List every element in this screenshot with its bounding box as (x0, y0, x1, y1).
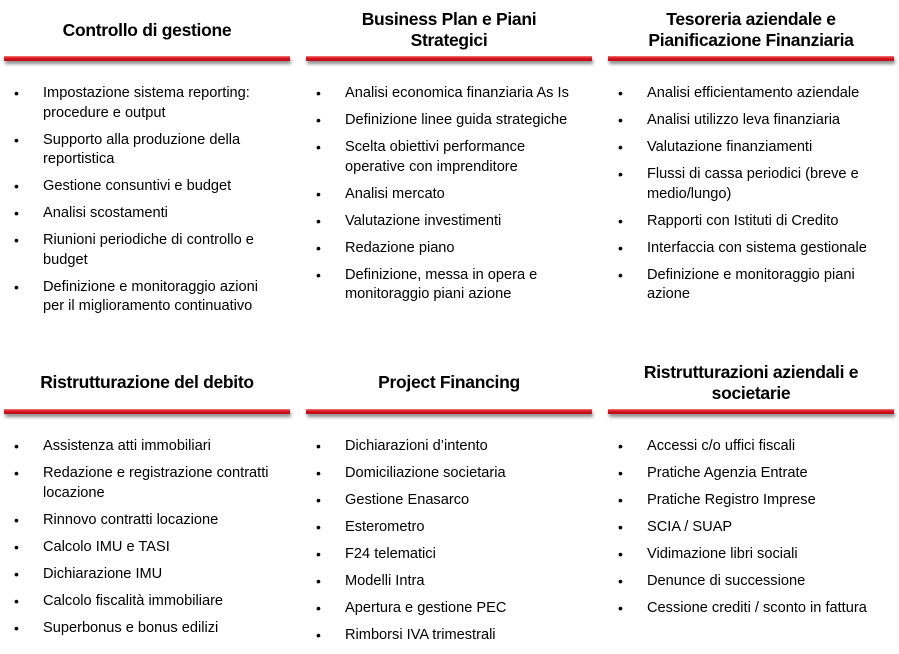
bullet-icon: • (316, 546, 321, 562)
list-item-text: Calcolo IMU e TASI (43, 538, 170, 555)
list-item-text: Modelli Intra (345, 573, 425, 589)
bullet-icon: • (618, 139, 623, 155)
list-item-text: Definizione linee guida strategiche (345, 112, 568, 128)
panel-title: Ristrutturazioni aziendali e societarie (643, 362, 859, 403)
list-item (608, 599, 894, 619)
bullet-icon: • (316, 139, 321, 155)
bullet-icon: • (316, 465, 321, 481)
bullet-icon: • (14, 205, 19, 221)
list-item (4, 511, 290, 531)
list-item (608, 212, 894, 232)
list-item-text: Pratiche Registro Imprese (647, 492, 816, 508)
list-item (306, 239, 592, 259)
list-item (4, 84, 290, 123)
bullet-icon: • (14, 538, 19, 555)
panel-title: Project Financing (378, 372, 520, 392)
list-item-text: Gestione Enasarco (345, 492, 470, 508)
list-item-text: Dichiarazione IMU (43, 565, 163, 582)
bullet-icon: • (14, 438, 19, 454)
bullet-icon: • (618, 239, 623, 256)
list-item-text: Vidimazione libri sociali (647, 546, 798, 562)
list-item-text: Esterometro (345, 519, 425, 535)
list-item-text: Definizione e monitoraggio azioni per il miglioramento continuativo (43, 278, 258, 314)
list-item-text: Analisi scostamenti (43, 205, 168, 221)
list-item (306, 185, 592, 205)
bullet-icon: • (618, 573, 623, 589)
list-item (4, 538, 290, 558)
list-item-text: Flussi di cassa periodici (breve e medio/lungo) (647, 166, 859, 202)
list-item-text: Redazione piano (345, 239, 455, 256)
list-item (306, 464, 592, 484)
bullet-icon: • (618, 546, 623, 562)
list-item (608, 464, 894, 484)
list-item-text: Redazione e registrazione contratti locazione (43, 465, 269, 501)
panel-divider (4, 56, 290, 61)
list-item-text: Valutazione investimenti (345, 212, 502, 229)
bullet-icon: • (316, 600, 321, 616)
list-item-text: Dichiarazioni d’intento (345, 438, 488, 454)
list-item-text: Valutazione finanziamenti (647, 139, 813, 155)
bullet-icon: • (618, 519, 623, 535)
list-item-text: Analisi economica finanziaria As Is (345, 85, 569, 101)
list-item (306, 437, 592, 457)
list-item-text: Rinnovo contratti locazione (43, 511, 219, 528)
panel-title: Tesoreria aziendale e Pianificazione Finanziaria (648, 9, 854, 50)
list-item (608, 437, 894, 457)
list-item (608, 165, 894, 204)
list-item (4, 619, 290, 639)
list-item-text: Analisi mercato (345, 185, 445, 202)
list-item-text: Gestione consuntivi e budget (43, 178, 232, 194)
panel-divider (608, 409, 894, 414)
list-item (306, 84, 592, 104)
list-item (306, 111, 592, 131)
list-item-text: Impostazione sistema reporting: procedure e output (43, 85, 250, 121)
list-item (4, 565, 290, 585)
panel-divider (608, 56, 894, 61)
list-item-text: SCIA / SUAP (647, 519, 733, 535)
list-item (4, 204, 290, 224)
list-item (608, 239, 894, 259)
list-item (608, 545, 894, 565)
list-item-text: Calcolo fiscalità immobiliare (43, 592, 224, 609)
panel-divider (4, 409, 290, 414)
list-item-text: Interfaccia con sistema gestionale (647, 239, 867, 256)
bullet-icon: • (316, 212, 321, 229)
list-item (4, 177, 290, 197)
list-item-text: Domiciliazione societaria (345, 465, 506, 481)
list-item (4, 592, 290, 612)
list-item-text: Analisi efficientamento aziendale (647, 85, 860, 101)
panel-list (608, 84, 894, 312)
list-item-text: Superbonus e bonus edilizi (43, 619, 219, 636)
bullet-icon: • (618, 492, 623, 508)
panel-list (4, 84, 290, 324)
list-item-text: Definizione, messa in opera e monitoraggio piani azione (345, 266, 538, 302)
panel-title: Controllo di gestione (62, 20, 232, 40)
panel-title: Business Plan e Piani Strategici (361, 9, 537, 50)
list-item (608, 111, 894, 131)
list-item-text: Denunce di successione (647, 573, 806, 589)
panel-divider (306, 56, 592, 61)
list-item-text: Rimborsi IVA trimestrali (345, 627, 496, 643)
list-item (4, 464, 290, 503)
panel-title: Ristrutturazione del debito (40, 372, 254, 392)
bullet-icon: • (316, 239, 321, 256)
bullet-icon: • (618, 266, 623, 283)
bullet-icon: • (14, 592, 19, 609)
list-item-text: Pratiche Agenzia Entrate (647, 465, 808, 481)
bullet-icon: • (14, 131, 19, 148)
list-item (608, 491, 894, 511)
list-item (4, 131, 290, 170)
list-item (4, 231, 290, 270)
bullet-icon: • (316, 492, 321, 508)
bullet-icon: • (618, 85, 623, 101)
panel-list (306, 437, 592, 653)
list-item (306, 518, 592, 538)
bullet-icon: • (14, 465, 19, 481)
panel-list (306, 84, 592, 312)
bullet-icon: • (316, 112, 321, 128)
list-item (306, 266, 592, 305)
list-item (4, 437, 290, 457)
list-item (608, 138, 894, 158)
list-item (306, 626, 592, 646)
bullet-icon: • (14, 565, 19, 582)
list-item (608, 518, 894, 538)
list-item-text: F24 telematici (345, 546, 436, 562)
list-item-text: Accessi c/o uffici fiscali (647, 438, 796, 454)
list-item-text: Cessione crediti / sconto in fattura (647, 600, 867, 616)
list-item-text: Scelta obiettivi performance operative con imprenditore (345, 139, 526, 175)
list-item-text: Analisi utilizzo leva finanziaria (647, 112, 841, 128)
bullet-icon: • (316, 627, 321, 643)
list-item (306, 572, 592, 592)
bullet-icon: • (618, 465, 623, 481)
bullet-icon: • (316, 573, 321, 589)
bullet-icon: • (618, 600, 623, 616)
panel-divider (306, 409, 592, 414)
list-item-text: Assistenza atti immobiliari (43, 438, 211, 454)
bullet-icon: • (618, 212, 623, 229)
list-item-text: Definizione e monitoraggio piani azione (647, 266, 855, 302)
panel-list (4, 437, 290, 646)
bullet-icon: • (618, 112, 623, 128)
bullet-icon: • (316, 438, 321, 454)
bullet-icon: • (14, 232, 19, 248)
list-item (608, 266, 894, 305)
list-item-text: Apertura e gestione PEC (345, 600, 507, 616)
panel-list (608, 437, 894, 626)
list-item-text: Rapporti con Istituti di Credito (647, 212, 839, 229)
bullet-icon: • (316, 85, 321, 101)
bullet-icon: • (618, 166, 623, 182)
bullet-icon: • (618, 438, 623, 454)
list-item (4, 278, 290, 317)
list-item (306, 545, 592, 565)
list-item (306, 212, 592, 232)
list-item-text: Supporto alla produzione della reportistica (43, 131, 241, 167)
list-item (306, 491, 592, 511)
list-item (306, 138, 592, 177)
list-item-text: Riunioni periodiche di controllo e budget (43, 232, 254, 268)
bullet-icon: • (14, 85, 19, 101)
bullet-icon: • (316, 266, 321, 283)
bullet-icon: • (14, 619, 19, 636)
bullet-icon: • (316, 185, 321, 202)
list-item (306, 599, 592, 619)
bullet-icon: • (14, 278, 19, 295)
list-item (608, 572, 894, 592)
bullet-icon: • (14, 178, 19, 194)
bullet-icon: • (14, 511, 19, 528)
list-item (608, 84, 894, 104)
bullet-icon: • (316, 519, 321, 535)
